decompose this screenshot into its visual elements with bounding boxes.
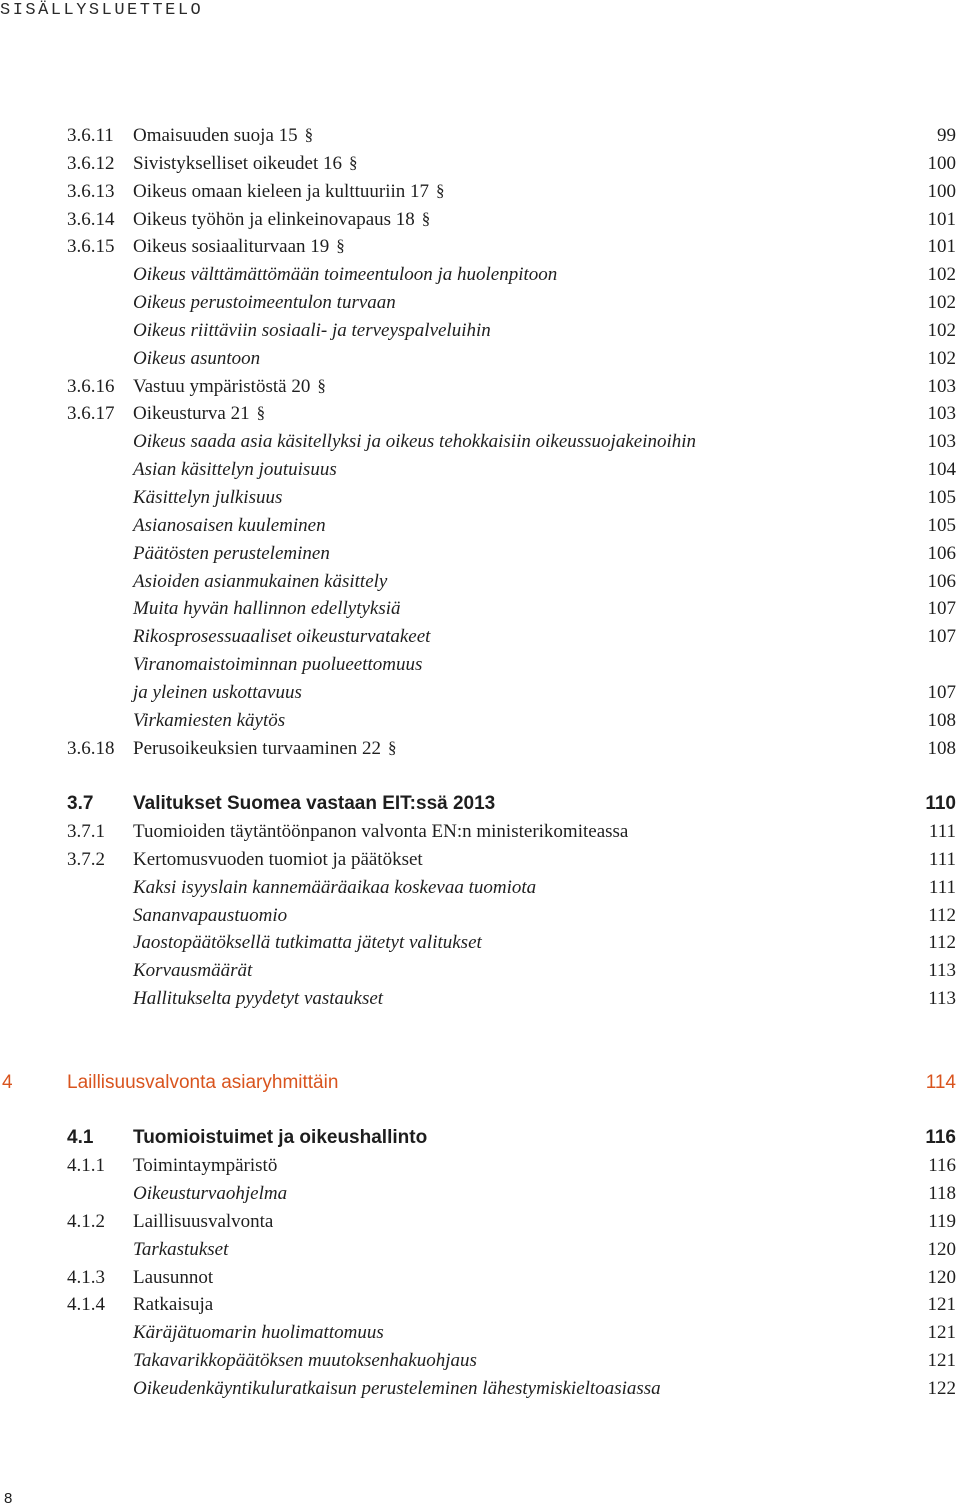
toc-title-text: Muita hyvän hallinnon edellytyksiä [133,598,401,620]
toc-page-number: 101 [927,236,956,258]
toc-title [133,651,422,679]
toc-page-number: 105 [927,486,956,508]
toc-row[interactable] [0,261,960,289]
toc-page-number: 114 [925,1071,956,1093]
section-sign-icon: § [388,737,397,757]
toc-title [133,1236,228,1264]
toc-page-number: 119 [928,1210,956,1232]
toc-row[interactable] [0,679,960,707]
toc-row[interactable] [0,707,960,735]
toc-section-number: 3.6.12 [67,152,115,174]
toc-page-number: 106 [927,542,956,564]
toc-title [133,707,285,735]
toc-title-text: Kertomusvuoden tuomiot ja päätökset [133,848,423,870]
toc-title-text: Päätösten perusteleminen [133,542,330,564]
toc-title [133,289,396,317]
toc-page-number: 112 [928,932,956,954]
toc-row[interactable] [0,317,960,345]
toc-section-number: 4 [2,1071,13,1093]
toc-title-text: Lausunnot [133,1266,214,1288]
toc-page-number: 108 [927,709,956,731]
toc-title-text: Rikosprosessuaaliset oikeusturvatakeet [133,626,431,648]
toc-page-number: 111 [928,876,956,898]
toc-row[interactable] [0,846,960,874]
section-sign-icon: § [304,125,314,144]
toc-page-number: 116 [925,1127,956,1149]
toc-title-text: Korvausmäärät [133,960,253,982]
toc-title [133,456,337,484]
toc-title [133,1264,213,1292]
toc-page-number: 113 [928,960,956,982]
section-sign-icon: § [336,236,345,256]
toc-row[interactable] [0,1124,960,1152]
toc-row[interactable] [0,233,960,261]
toc-title [133,1375,661,1403]
toc-page-number: 120 [927,1238,956,1260]
toc-section-number: 3.6.17 [67,403,115,425]
toc-row[interactable] [0,1319,960,1347]
toc-section-number: 3.7 [67,793,94,815]
toc-row[interactable] [0,651,960,679]
toc-page-number: 122 [927,1377,956,1399]
toc-title [133,345,260,373]
toc-row[interactable] [0,1264,960,1292]
toc-title [133,400,265,428]
toc-title-text: ja yleinen uskottavuus [133,681,302,703]
toc-section-number: 3.6.16 [67,375,115,397]
toc-title [133,957,252,985]
toc-section-number: 4.1.2 [67,1210,105,1232]
toc-title [133,206,430,234]
toc-page-number: 102 [927,292,956,314]
toc-title [133,373,326,401]
toc-page-number: 100 [927,180,956,202]
toc-page-number: 113 [928,988,956,1010]
toc-title-text: Asianosaisen kuuleminen [133,514,326,536]
toc-title [133,985,383,1013]
toc-title-text: Oikeus riittäviin sosiaali- ja terveyspalveluihin [133,319,491,341]
toc-row[interactable] [0,929,960,957]
toc-page-number: 104 [927,459,956,481]
toc-title-text: Asian käsittelyn joutuisuus [133,459,337,481]
toc-row[interactable] [0,568,960,596]
toc-title [133,1319,384,1347]
toc-page-number: 99 [937,125,956,146]
toc-row[interactable] [0,1291,960,1319]
toc-title [133,1208,273,1236]
toc-page-number: 102 [927,264,956,286]
toc-title-text: Oikeus työhön ja elinkeinovapaus 18 [133,208,415,230]
toc-section-number: 4.1 [67,1127,94,1149]
toc-title-text: Oikeus perustoimeentulon turvaan [133,292,396,314]
toc-title [133,317,491,345]
toc-page-number: 120 [927,1266,956,1288]
toc-row[interactable] [0,985,960,1013]
toc-row[interactable] [0,122,960,150]
toc-title [133,790,495,818]
toc-title [133,484,282,512]
toc-title [133,122,313,150]
toc-title [67,1069,338,1097]
toc-title [133,929,482,957]
toc-title-text: Omaisuuden suoja 15 [133,125,298,146]
toc-title [133,623,430,651]
toc-row[interactable] [0,345,960,373]
toc-title [133,902,287,930]
toc-title [133,150,358,178]
toc-page-number: 103 [927,375,956,397]
toc-title [133,233,345,261]
toc-row[interactable] [0,623,960,651]
running-head: SISÄLLYSLUETTELO [0,1,204,20]
toc-section-number: 3.6.11 [67,125,114,146]
toc-title-text: Laillisuusvalvonta asiaryhmittäin [67,1071,339,1093]
toc-page-number: 121 [927,1350,956,1372]
toc-page-number: 101 [927,208,956,230]
toc-row[interactable] [0,790,960,818]
toc-title-text: Hallitukselta pyydetyt vastaukset [133,988,384,1010]
toc-row[interactable] [0,1069,960,1097]
toc-page-number: 103 [927,431,956,453]
toc-title-text: Oikeus asuntoon [133,347,261,369]
toc-section-number: 3.6.15 [67,236,115,258]
toc-section-number: 4.1.1 [67,1155,105,1177]
toc-title [133,1180,287,1208]
toc-title-text: Tuomioiden täytäntöönpanon valvonta EN:n ministerikomiteassa [133,821,629,843]
section-sign-icon: § [349,152,358,172]
page-number: 8 [4,1490,13,1507]
toc-row[interactable] [0,150,960,178]
toc-title [133,428,696,456]
toc-page-number: 118 [928,1183,956,1205]
section-sign-icon: § [256,403,266,423]
toc-row[interactable] [0,902,960,930]
toc-title [133,1124,427,1152]
toc-title [133,679,302,707]
toc-row[interactable] [0,373,960,401]
toc-title [133,568,387,596]
toc-page-number: 102 [927,347,956,369]
toc-title-text: Ratkaisuja [133,1294,214,1316]
toc-title [133,595,401,623]
toc-title-text: Valitukset Suomea vastaan EIT:ssä 2013 [133,793,496,815]
toc-page-number: 103 [927,403,956,425]
toc-section-number: 3.6.18 [67,737,115,759]
section-sign-icon: § [436,180,445,200]
toc-title [133,874,536,902]
toc-title [133,1347,477,1375]
toc-section-number: 4.1.3 [67,1266,105,1288]
toc-page-number: 102 [927,319,956,341]
toc-title [133,1291,213,1319]
toc-title-text: Käräjätuomarin huolimattomuus [133,1322,384,1344]
toc-page-number: 100 [927,152,956,174]
toc-page-number: 121 [927,1322,956,1344]
toc-title-text: Asioiden asianmukainen käsittely [133,570,388,592]
toc-title-text: Jaostopäätöksellä tutkimatta jätetyt valitukset [133,932,482,954]
toc-spacer [0,1013,960,1069]
toc-row[interactable] [0,512,960,540]
toc-page-number: 106 [927,570,956,592]
toc-page-number: 111 [928,821,956,843]
toc-title-text: Oikeus omaan kieleen ja kulttuuriin 17 [133,180,430,202]
toc-title-text: Oikeusturva 21 [133,403,250,425]
toc-row[interactable] [0,206,960,234]
section-sign-icon: § [421,208,431,228]
toc-title-text: Oikeus saada asia käsitellyksi ja oikeus tehokkaisiin oikeussuojakeinoihin [133,431,697,453]
toc-title [133,512,326,540]
toc-title-text: Tuomioistuimet ja oikeushallinto [133,1127,428,1149]
toc-row[interactable] [0,1208,960,1236]
toc-row[interactable] [0,1347,960,1375]
toc-title-text: Takavarikkopäätöksen muutoksenhakuohjaus [133,1350,477,1372]
toc-page-number: 107 [927,598,956,620]
toc-row[interactable] [0,1236,960,1264]
toc-title-text: Laillisuusvalvonta [133,1210,274,1232]
toc-page-number: 105 [927,514,956,536]
toc-title-text: Perusoikeuksien turvaaminen 22 [133,737,382,759]
toc-row[interactable] [0,178,960,206]
toc-title [133,261,557,289]
toc-title-text: Oikeusturvaohjelma [133,1183,288,1205]
toc-title-text: Toimintaympäristö [133,1155,278,1177]
toc-row[interactable] [0,735,960,763]
toc-page-number: 116 [928,1155,956,1177]
toc-row[interactable] [0,874,960,902]
toc-title [133,846,423,874]
table-of-contents [0,122,960,1403]
toc-title-text: Käsittelyn julkisuus [133,486,283,508]
toc-row[interactable] [0,1152,960,1180]
toc-title-text: Oikeus sosiaaliturvaan 19 [133,236,330,258]
toc-title-text: Virkamiesten käytös [133,709,286,731]
toc-title-text: Vastuu ympäristöstä 20 [133,375,311,397]
toc-section-number: 3.6.14 [67,208,115,230]
toc-section-number: 3.7.1 [67,821,105,843]
toc-row[interactable] [0,595,960,623]
toc-page-number: 107 [927,681,956,703]
toc-spacer [0,1097,960,1125]
toc-title [133,540,330,568]
toc-title [133,735,397,763]
section-sign-icon: § [317,375,326,395]
toc-page-number: 121 [927,1294,956,1316]
toc-row[interactable] [0,484,960,512]
toc-page-number: 108 [927,737,956,759]
toc-title-text: Kaksi isyyslain kannemääräaikaa koskevaa tuomiota [133,876,537,898]
toc-row[interactable] [0,1375,960,1403]
toc-row[interactable] [0,1180,960,1208]
toc-row[interactable] [0,289,960,317]
toc-title [133,178,445,206]
toc-title-text: Viranomaistoiminnan puolueettomuus [133,654,423,676]
toc-spacer [0,762,960,790]
toc-page-number: 112 [928,904,956,926]
toc-page-number: 110 [925,793,956,815]
toc-section-number: 4.1.4 [67,1294,105,1316]
toc-title-text: Oikeus välttämättömään toimeentuloon ja huolenpitoon [133,264,558,286]
toc-page-number: 107 [927,626,956,648]
toc-row[interactable] [0,400,960,428]
toc-section-number: 3.7.2 [67,848,105,870]
toc-title-text: Oikeudenkäyntikuluratkaisun perusteleminen lähestymiskieltoasiassa [133,1377,661,1399]
toc-row[interactable] [0,540,960,568]
toc-row[interactable] [0,428,960,456]
toc-page-number: 111 [928,848,956,870]
toc-title [133,818,628,846]
toc-title-text: Sivistykselliset oikeudet 16 [133,152,342,174]
toc-title-text: Sananvapaustuomio [133,904,288,926]
toc-title [133,1152,277,1180]
toc-row[interactable] [0,818,960,846]
toc-row[interactable] [0,456,960,484]
toc-title-text: Tarkastukset [133,1238,229,1260]
toc-section-number: 3.6.13 [67,180,115,202]
toc-row[interactable] [0,957,960,985]
